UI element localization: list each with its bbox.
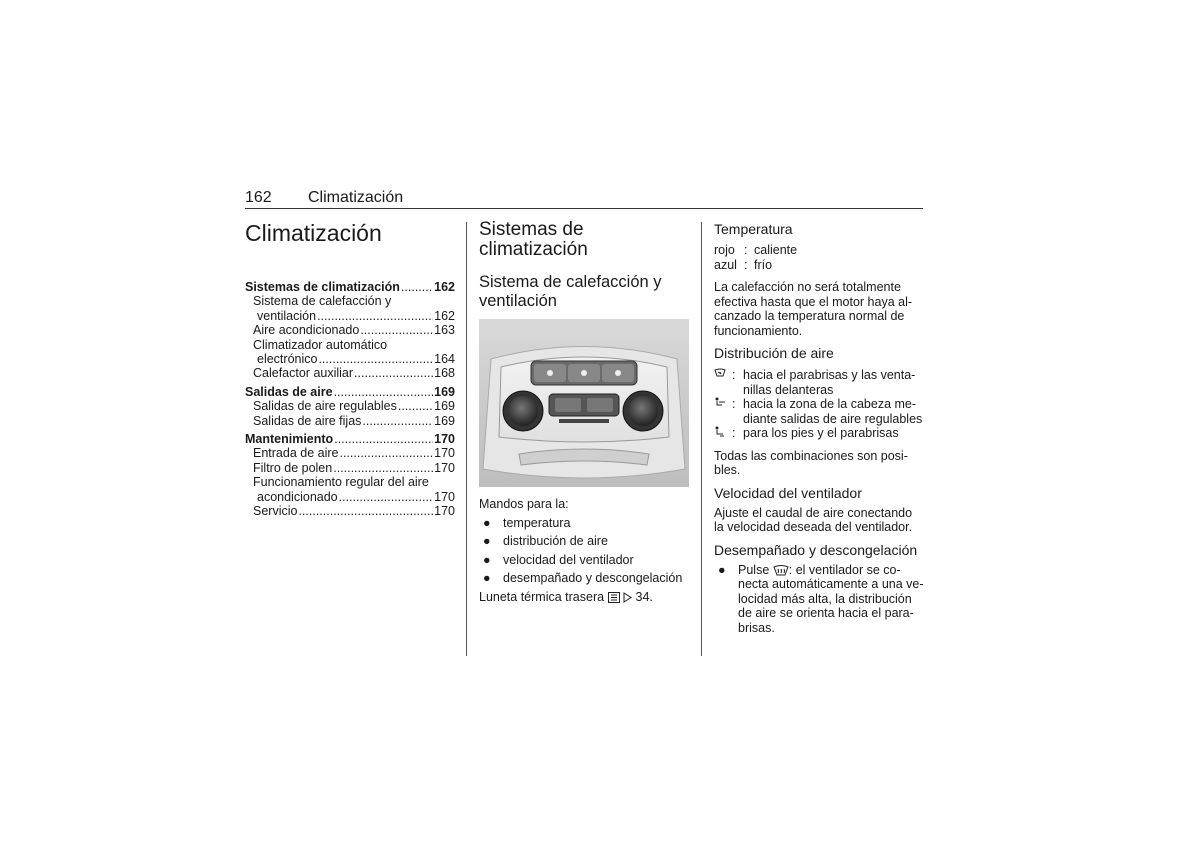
- text-line: : el ventilador se co-: [788, 562, 901, 577]
- toc-page-number: 164: [434, 352, 455, 367]
- column-controls: [714, 220, 926, 635]
- temperature-legend: [714, 243, 926, 272]
- bullet-dot: ●: [483, 534, 491, 548]
- toc-entry: [245, 461, 455, 475]
- toc-entry-label: acondicionado: [257, 489, 338, 504]
- text-line: de aire se orienta hacia el para-: [738, 606, 914, 620]
- text-line: la velocidad deseada del ventilador.: [714, 520, 913, 534]
- toc-entry-label: Mantenimiento: [245, 432, 334, 447]
- fan-speed-text: [714, 506, 926, 535]
- defrost-bullet: ● Pulse : el ventilador se co- necta automáticamente a una ve- locidad más alta, la distribución de aire se orienta hacia el para- brisas.: [718, 562, 924, 635]
- text-line: nillas delanteras: [743, 382, 834, 397]
- toc-leader: [298, 504, 433, 518]
- toc-leader: [339, 446, 433, 460]
- toc-entry: [245, 490, 455, 504]
- separator: :: [732, 368, 736, 382]
- toc-entry: [245, 352, 455, 366]
- toc-entry: [245, 309, 455, 323]
- distribution-text: [743, 397, 922, 426]
- defrost-heading: Desempañado y descongelación: [714, 541, 918, 558]
- separator: :: [744, 243, 748, 257]
- column-toc: [245, 218, 455, 519]
- column-intro: [479, 220, 691, 604]
- toc-entry: [245, 399, 455, 413]
- air-distribution-heading: Distribución de aire: [714, 345, 834, 361]
- toc-entry-label: Filtro de polen: [253, 460, 333, 475]
- toc-entry-label: Servicio: [253, 504, 298, 519]
- bullet-dot: ●: [718, 562, 726, 577]
- toc-entry: [245, 280, 455, 294]
- text-line: La calefacción no será totalmente: [714, 280, 901, 294]
- distribution-text: [743, 426, 899, 441]
- toc-entry-label: ventilación: [257, 308, 317, 323]
- toc-entry: [245, 504, 455, 518]
- list-item-text: temperatura: [503, 515, 571, 530]
- running-header: Climatización: [308, 189, 404, 206]
- toc-entry-label: Climatizador automático: [253, 337, 388, 352]
- text-line: brisas.: [738, 620, 775, 635]
- toc-leader: [401, 280, 433, 294]
- toc-entry: [245, 323, 455, 337]
- toc-leader: [334, 385, 434, 399]
- toc-leader: [334, 432, 433, 446]
- toc-page-number: 168: [434, 366, 455, 381]
- toc-page-number: 170: [434, 446, 455, 461]
- text-line: hacia la zona de la cabeza me-: [743, 397, 917, 411]
- header-rule: [245, 208, 923, 209]
- toc-page-number: 163: [434, 323, 455, 338]
- distribution-text: [743, 368, 915, 397]
- toc-entry-label: Salidas de aire: [245, 384, 333, 399]
- list-item-text: distribución de aire: [503, 534, 608, 548]
- distribution-row: [714, 426, 926, 441]
- separator: :: [732, 426, 736, 440]
- fan-speed-heading: Velocidad del ventilador: [714, 484, 862, 501]
- toc-entry: [245, 385, 455, 399]
- climate-panel-photo: [479, 319, 689, 487]
- toc-entry: [245, 366, 455, 380]
- temperature-color: azul: [714, 257, 737, 272]
- toc-leader: [318, 352, 433, 366]
- list-item-text: velocidad del ventilador: [503, 552, 634, 567]
- toc-entry-label: Aire acondicionado: [253, 323, 360, 338]
- text-line: funcionamiento.: [714, 323, 803, 338]
- list-item: [479, 534, 691, 549]
- page-number: 162: [245, 189, 272, 206]
- chapter-title: Climatización: [245, 220, 382, 246]
- text-line: Todas las combinaciones son posi-: [714, 448, 908, 463]
- toc-leader: [339, 490, 434, 504]
- distribution-row: [714, 368, 926, 397]
- toc-page-number: 162: [434, 280, 455, 294]
- toc-page-number: 169: [434, 413, 455, 428]
- air-distribution-note: [714, 449, 926, 478]
- bullet-dot: ●: [483, 571, 491, 585]
- windshield-feet-icon: [714, 368, 732, 397]
- windshield-defrost-icon: [773, 565, 789, 576]
- column-divider: [701, 222, 702, 656]
- temperature-color: rojo: [714, 243, 735, 257]
- temperature-note: [714, 280, 926, 338]
- toc-page-number: 170: [434, 432, 455, 447]
- subsection-heading: Sistema de calefacción y ventilación: [479, 273, 662, 310]
- text-line: canzado la temperatura normal de: [714, 309, 905, 323]
- text-line: necta automáticamente a una ve-: [738, 577, 924, 591]
- toc-page-number: 170: [434, 460, 455, 475]
- list-item: [479, 553, 691, 568]
- toc-entry: [245, 294, 455, 308]
- toc-entry: [245, 414, 455, 428]
- temperature-heading: Temperatura: [714, 221, 793, 237]
- text-line: locidad más alta, la distribución: [738, 591, 912, 606]
- temperature-row: [714, 243, 926, 258]
- text-line: diante salidas de aire regulables: [743, 411, 923, 426]
- text-line: efectiva hasta que el motor haya al-: [714, 294, 913, 309]
- text-line: para los pies y el parabrisas: [743, 426, 899, 440]
- text-line: Ajuste el caudal de aire conectando: [714, 505, 913, 520]
- toc-entry: [245, 338, 455, 352]
- feet-icon: [714, 426, 732, 441]
- column-divider: [466, 222, 467, 656]
- controls-list: [479, 516, 691, 586]
- rear-window-note: Luneta térmica trasera 34.: [479, 589, 653, 604]
- list-item-text: desempañado y descongelación: [503, 571, 683, 585]
- toc-entry-label: Salidas de aire fijas: [253, 413, 362, 428]
- rear-defrost-icon: [608, 592, 620, 603]
- temperature-row: [714, 258, 926, 273]
- separator: :: [744, 257, 748, 272]
- toc-entry-label: Funcionamiento regular del aire: [253, 475, 429, 490]
- toc-page-number: 169: [434, 384, 455, 399]
- bullet-dot: ●: [483, 552, 491, 567]
- temperature-meaning: frío: [754, 257, 773, 272]
- page-reference-arrow-icon: [623, 592, 632, 603]
- toc-leader: [317, 309, 433, 323]
- toc-leader: [354, 366, 433, 380]
- toc-leader: [398, 399, 433, 413]
- toc-leader: [362, 414, 433, 428]
- toc-entry-label: Sistemas de climatización: [245, 280, 400, 294]
- head-level-icon: [714, 397, 732, 426]
- table-of-contents: [245, 280, 455, 519]
- toc-entry-label: Salidas de aire regulables: [253, 399, 397, 414]
- toc-page-number: 170: [434, 504, 455, 519]
- bullet-dot: ●: [483, 515, 491, 530]
- list-item: [479, 571, 691, 586]
- distribution-row: [714, 397, 926, 426]
- toc-page-number: 170: [434, 489, 455, 504]
- temperature-meaning: caliente: [754, 243, 798, 257]
- separator: :: [732, 397, 736, 411]
- toc-entry-label: Entrada de aire: [253, 446, 339, 461]
- toc-page-number: 169: [434, 399, 455, 414]
- toc-entry-label: Calefactor auxiliar: [253, 366, 354, 381]
- toc-entry-label: electrónico: [257, 352, 318, 367]
- text-line: hacia el parabrisas y las venta-: [743, 368, 916, 382]
- section-heading: Sistemas de climatización: [479, 219, 588, 260]
- list-item: [479, 516, 691, 531]
- air-distribution-list: [714, 368, 926, 441]
- toc-entry: [245, 475, 455, 489]
- toc-entry: [245, 432, 455, 446]
- text-line: bles.: [714, 463, 741, 477]
- toc-page-number: 162: [434, 308, 455, 323]
- controls-intro: Mandos para la:: [479, 497, 569, 511]
- toc-leader: [360, 323, 433, 337]
- toc-leader: [333, 461, 433, 475]
- toc-entry: [245, 446, 455, 460]
- toc-entry-label: Sistema de calefacción y: [253, 294, 392, 309]
